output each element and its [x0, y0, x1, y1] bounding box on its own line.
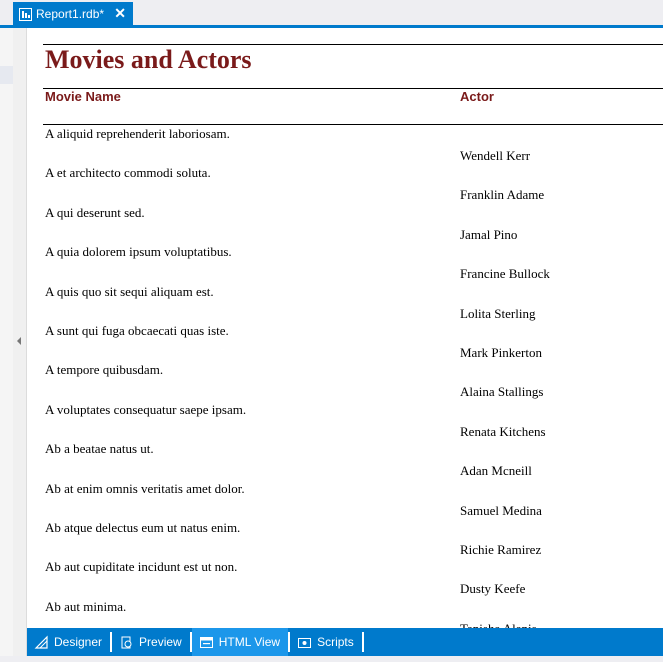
- actor-cell: Franklin Adame: [460, 187, 545, 202]
- header-top-rule: [43, 88, 663, 89]
- left-panel-selection: [0, 66, 13, 84]
- actor-cell: Mark Pinkerton: [460, 345, 542, 360]
- tab-scripts-label: Scripts: [317, 635, 354, 649]
- tab-designer[interactable]: [27, 628, 110, 656]
- tab-html-view[interactable]: [192, 628, 288, 656]
- tab-report1[interactable]: [13, 2, 133, 26]
- column-header-movie: Movie Name: [45, 89, 121, 104]
- tab-html-view-label: HTML View: [218, 635, 281, 649]
- actor-cell: Alaina Stallings: [460, 384, 544, 399]
- actor-cell: Lolita Sterling: [460, 306, 536, 321]
- movie-name-cell: Ab aut minima.: [45, 599, 127, 614]
- actor-cell: Dusty Keefe: [460, 581, 526, 596]
- tab-designer-label: Designer: [54, 635, 103, 649]
- document-tab-strip: [0, 0, 663, 28]
- actor-cell: Samuel Medina: [460, 503, 542, 518]
- actor-cell: Wendell Kerr: [460, 148, 531, 163]
- movie-name-cell: A aliquid reprehenderit laboriosam.: [45, 126, 230, 141]
- tab-scripts[interactable]: [290, 628, 362, 656]
- html-view-icon: [200, 636, 213, 649]
- movie-name-cell: Ab at enim omnis veritatis amet dolor.: [45, 481, 245, 496]
- close-icon[interactable]: ✕: [114, 5, 126, 21]
- tab-separator: [362, 632, 364, 652]
- actor-cell: Adan Mcneill: [460, 463, 532, 478]
- tab-title: Report1.rdb*: [36, 7, 105, 21]
- view-tab-bar: [27, 628, 663, 656]
- tab-preview-label: Preview: [139, 635, 182, 649]
- header-bottom-rule: [43, 124, 663, 125]
- preview-icon: [120, 636, 133, 649]
- movie-name-cell: A sunt qui fuga obcaecati quas iste.: [45, 323, 229, 338]
- movie-name-cell: A tempore quibusdam.: [45, 362, 164, 377]
- actor-cell: Francine Bullock: [460, 266, 550, 281]
- actor-cell: Renata Kitchens: [460, 424, 546, 439]
- report-file-icon: [19, 8, 32, 21]
- actor-cell: Jamal Pino: [460, 227, 518, 242]
- actor-cell: Richie Ramirez: [460, 542, 542, 557]
- movie-name-cell: A qui deserunt sed.: [45, 205, 145, 220]
- bottom-strip: [0, 656, 663, 662]
- tab-preview[interactable]: [112, 628, 190, 656]
- column-header-actor: Actor: [460, 89, 494, 104]
- collapse-arrow-icon[interactable]: [17, 337, 21, 345]
- left-panel: [0, 28, 14, 662]
- movie-name-cell: A voluptates consequatur saepe ipsam.: [45, 402, 247, 417]
- report-title: Movies and Actors: [45, 45, 252, 74]
- scripts-icon: [298, 636, 311, 649]
- movie-name-cell: A quia dolorem ipsum voluptatibus.: [45, 244, 232, 259]
- panel-splitter[interactable]: [13, 28, 27, 662]
- movie-name-cell: A et architecto commodi soluta.: [45, 165, 211, 180]
- movie-name-cell: Ab atque delectus eum ut natus enim.: [45, 520, 241, 535]
- report-viewport[interactable]: [27, 28, 663, 628]
- movie-name-cell: Ab a beatae natus ut.: [45, 441, 154, 456]
- designer-icon: [35, 636, 48, 649]
- movie-name-cell: Ab aut cupiditate incidunt est ut non.: [45, 559, 238, 574]
- movie-name-cell: A quis quo sit sequi aliquam est.: [45, 284, 214, 299]
